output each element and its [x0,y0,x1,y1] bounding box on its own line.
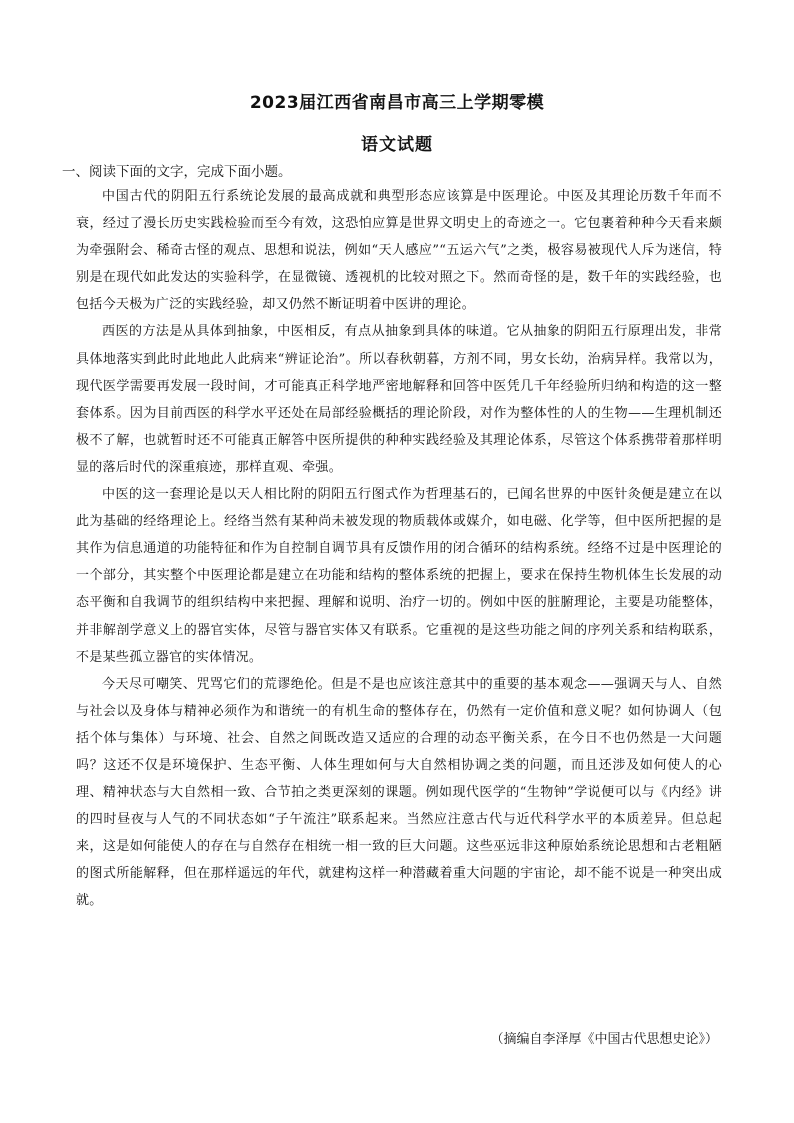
passage-body [76,183,722,915]
section-heading: 一、阅读下面的文字，完成下面小题。 [62,164,292,180]
paragraph-3: 中医的这一套理论是以天人相比附的阴阳五行图式作为哲理基石的，已闻名世界的中医针灸便是建立在以此为基础的经络理论上。经络当然有某种尚未被发现的物质载体或媒介，如电磁、化学等，但中医所把握的是其作为信息通道的功能特征和作为自控制自调节具有反馈作用的闭合循环的结构系统。经络不过是中医理论的一个部分，其实整个中医理论都是建立在功能和结构的整体系统的把握上，要求在保持生物机体生长发展的动态平衡和自我调节的组织结构中来把握、理解和说明、治疗一切的。例如中医的脏腑理论，主要是功能整体，并非解剖学意义上的器官实体，尽管与器官实体又有联系。它重视的是这些功能之间的序列关系和结构联系，不是某些孤立器官的实体情况。 [76,487,722,665]
document-title: 2023届江西省南昌市高三上学期零模 [249,93,545,113]
paragraph-1: 中国古代的阴阳五行系统论发展的最高成就和典型形态应该算是中医理论。中医及其理论历数千年而不衰，经过了漫长历史实践检验而至今有效，这恐怕应算是世界文明史上的奇迹之一。它包裹着种种今天看来颇为牵强附会、稀奇古怪的观点、思想和说法，例如“天人感应”“五运六气”之类，极容易被现代人斥为迷信，特别是在现代如此发达的实验科学，在显微镜、透视机的比较对照之下。然而奇怪的是，数千年的实践经验，也包括今天极为广泛的实践经验，却又仍然不断证明着中医讲的理论。 [76,189,722,313]
paragraph-4: 今天尽可嘲笑、咒骂它们的荒谬绝伦。但是不是也应该注意其中的重要的基本观念——强调天与人、自然与社会以及身体与精神必须作为和谐统一的有机生命的整体存在，仍然有一定价值和意义呢？如何协调人（包括个体与集体）与环境、社会、自然之间既改造又适应的合理的动态平衡关系，在今日不也仍然是一大问题吗？这还不仅是环境保护、生态平衡、人体生理如何与大自然相协调之类的问题，而且还涉及如何使人的心理、精神状态与大自然相一致、合节拍之类更深刻的课题。例如现代医学的“生物钟”学说便可以与《内经》讲的四时昼夜与人气的不同状态如“子午流注”联系起来。当然应注意古代与近代科学水平的本质差异。但总起来，这是如何能使人的存在与自然存在相统一相一致的巨大问题。这些巫远非这种原始系统论思想和古老粗陋的图式所能解释，但在那样遥远的年代，就建构这样一种潜藏着重大问题的宇宙论，却不能不说是一种突出成就。 [76,676,722,909]
document-subtitle: 语文试题 [361,135,433,155]
paragraph-2: 西医的方法是从具体到抽象，中医相反，有点从抽象到具体的味道。它从抽象的阴阳五行原理出发，非常具体地落实到此时此地此人此病来“辨证论治”。所以春秋朝暮，方剂不同，男女长幼，治病异样。我常以为，现代医学需要再发展一段时间，才可能真正科学地严密地解释和回答中医凭几千年经验所归纳和构造的这一整套体系。因为目前西医的科学水平还处在局部经验概括的理论阶段，对作为整体性的人的生物——生理机制还极不了解，也就暂时还不可能真正解答中医所提供的种种实践经验及其理论体系，尽管这个体系携带着那样明显的落后时代的深重痕迹，那样直观、牵强。 [76,324,722,475]
source-citation: （摘编自李泽厚《中国古代思想史论》） [490,1032,718,1047]
